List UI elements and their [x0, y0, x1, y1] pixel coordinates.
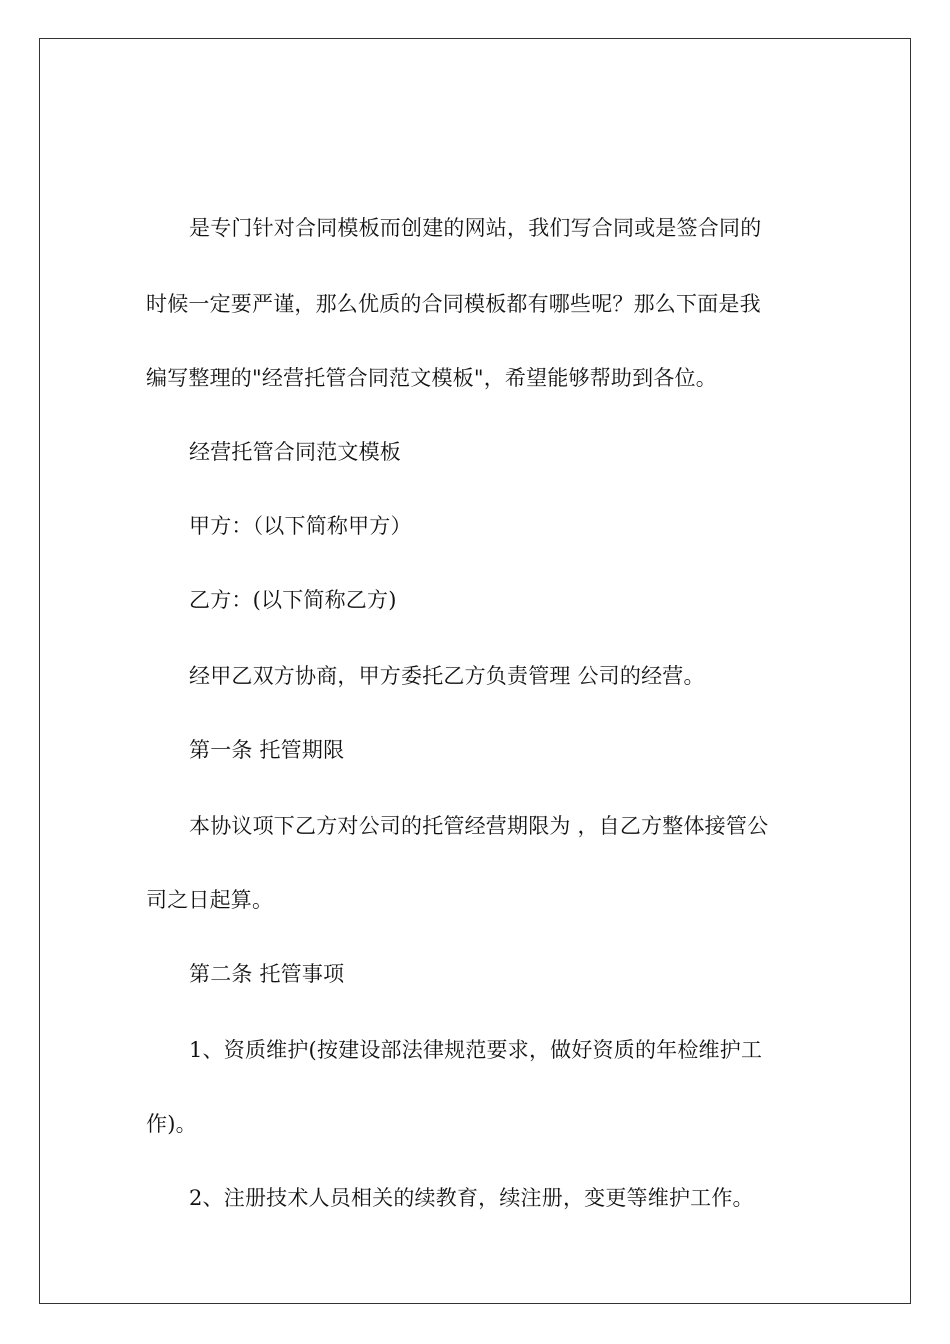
- article-2-heading: 第二条 托管事项: [189, 962, 345, 986]
- article-1-text-line-2: 司之日起算。: [146, 888, 274, 912]
- article-2-item-2: 2、注册技术人员相关的续教育，续注册，变更等维护工作。: [189, 1186, 754, 1210]
- article-2-item-1-line-1: 1、资质维护(按建设部法律规范要求，做好资质的年检维护工: [189, 1038, 763, 1062]
- paragraph-intro-line-2: 时候一定要严谨，那么优质的合同模板都有哪些呢？那么下面是我: [146, 292, 761, 316]
- party-a-line: 甲方：（以下简称甲方）: [189, 514, 412, 538]
- party-b-line: 乙方：(以下简称乙方): [189, 588, 397, 612]
- agreement-statement: 经甲乙双方协商，甲方委托乙方负责管理 公司的经营。: [189, 664, 705, 688]
- document-title: 经营托管合同范文模板: [189, 440, 401, 464]
- article-2-item-1-line-2: 作)。: [146, 1112, 197, 1136]
- article-1-text-line-1: 本协议项下乙方对公司的托管经营期限为 ，自乙方整体接管公: [189, 814, 769, 838]
- paragraph-intro-line-3: 编写整理的"经营托管合同范文模板"，希望能够帮助到各位。: [146, 366, 717, 390]
- article-1-heading: 第一条 托管期限: [189, 738, 345, 762]
- paragraph-intro-line-1: 是专门针对合同模板而创建的网站，我们写合同或是签合同的: [189, 216, 762, 240]
